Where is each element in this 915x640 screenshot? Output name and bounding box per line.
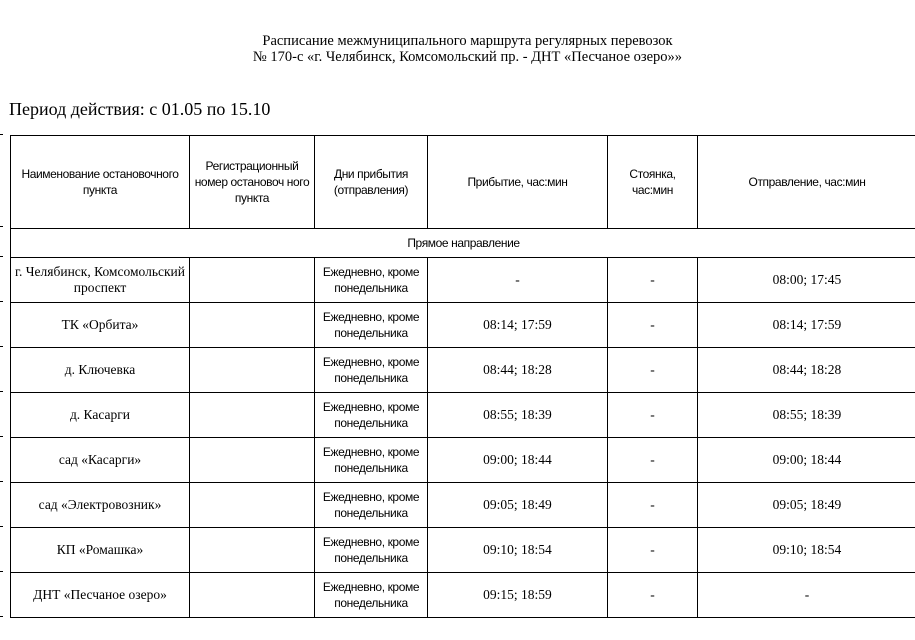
arrival-time: 08:44; 18:28 xyxy=(428,348,608,393)
days: Ежедневно, кроме понедельника xyxy=(315,258,428,303)
table-row xyxy=(11,528,915,573)
departure-time: 08:00; 17:45 xyxy=(698,258,915,303)
table-row xyxy=(11,258,915,303)
days: Ежедневно, кроме понедельника xyxy=(315,438,428,483)
departure-time: 08:44; 18:28 xyxy=(698,348,915,393)
registration-number xyxy=(190,258,315,303)
days: Ежедневно, кроме понедельника xyxy=(315,573,428,618)
days: Ежедневно, кроме понедельника xyxy=(315,348,428,393)
arrival-time: 09:15; 18:59 xyxy=(428,573,608,618)
stop-duration: - xyxy=(608,303,698,348)
days: Ежедневно, кроме понедельника xyxy=(315,393,428,438)
direction-row xyxy=(11,229,915,258)
registration-number xyxy=(190,438,315,483)
departure-time: 09:05; 18:49 xyxy=(698,483,915,528)
validity-period: Период действия: с 01.05 по 15.10 xyxy=(9,99,271,119)
stop-duration: - xyxy=(608,528,698,573)
arrival-time: 09:00; 18:44 xyxy=(428,438,608,483)
stop-name: сад «Электровозник» xyxy=(11,483,190,528)
margin-tick xyxy=(0,226,3,227)
departure-time: 09:10; 18:54 xyxy=(698,528,915,573)
registration-number xyxy=(190,483,315,528)
stop-name: д. Ключевка xyxy=(11,348,190,393)
days: Ежедневно, кроме понедельника xyxy=(315,483,428,528)
stop-duration: - xyxy=(608,258,698,303)
table-row xyxy=(11,573,915,618)
table-row xyxy=(11,438,915,483)
header-days: Дни прибытия (отправления) xyxy=(315,136,428,229)
header-registration-number: Регистрационный номер остановоч ного пункта xyxy=(190,136,315,229)
days: Ежедневно, кроме понедельника xyxy=(315,303,428,348)
registration-number xyxy=(190,348,315,393)
arrival-time: 09:05; 18:49 xyxy=(428,483,608,528)
arrival-time: 08:14; 17:59 xyxy=(428,303,608,348)
margin-tick xyxy=(0,616,3,617)
table-header-row xyxy=(11,136,915,229)
stop-name: д. Касарги xyxy=(11,393,190,438)
header-stop-name: Наименование остановочного пункта xyxy=(11,136,190,229)
document-title-line-2: № 170-с «г. Челябинск, Комсомольский пр. - ДНТ «Песчаное озеро»» xyxy=(252,49,683,65)
departure-time: - xyxy=(698,573,915,618)
departure-time: 08:55; 18:39 xyxy=(698,393,915,438)
registration-number xyxy=(190,573,315,618)
margin-tick xyxy=(0,256,3,257)
schedule-table xyxy=(10,135,915,618)
stop-name: сад «Касарги» xyxy=(11,438,190,483)
margin-tick xyxy=(0,481,3,482)
margin-tick xyxy=(0,571,3,572)
header-arrival: Прибытие, час:мин xyxy=(428,136,608,229)
stop-duration: - xyxy=(608,483,698,528)
stop-duration: - xyxy=(608,438,698,483)
registration-number xyxy=(190,528,315,573)
registration-number xyxy=(190,303,315,348)
arrival-time: - xyxy=(428,258,608,303)
margin-tick xyxy=(0,346,3,347)
margin-tick xyxy=(0,391,3,392)
margin-tick xyxy=(0,526,3,527)
days: Ежедневно, кроме понедельника xyxy=(315,528,428,573)
departure-time: 09:00; 18:44 xyxy=(698,438,915,483)
stop-name: г. Челябинск, Комсомольский проспект xyxy=(11,258,190,303)
registration-number xyxy=(190,393,315,438)
stop-duration: - xyxy=(608,393,698,438)
header-departure: Отправление, час:мин xyxy=(698,136,915,229)
table-row xyxy=(11,393,915,438)
arrival-time: 08:55; 18:39 xyxy=(428,393,608,438)
stop-name: КП «Ромашка» xyxy=(11,528,190,573)
stop-name: ТК «Орбита» xyxy=(11,303,190,348)
margin-tick xyxy=(0,134,3,135)
table-row xyxy=(11,303,915,348)
stop-duration: - xyxy=(608,348,698,393)
margin-tick xyxy=(0,301,3,302)
direction-label: Прямое направление xyxy=(11,229,915,258)
table-row xyxy=(11,483,915,528)
header-stop-duration: Стоянка, час:мин xyxy=(608,136,698,229)
margin-tick xyxy=(0,436,3,437)
stop-duration: - xyxy=(608,573,698,618)
arrival-time: 09:10; 18:54 xyxy=(428,528,608,573)
departure-time: 08:14; 17:59 xyxy=(698,303,915,348)
table-row xyxy=(11,348,915,393)
document-title-line-1: Расписание межмуниципального маршрута регулярных перевозок xyxy=(262,33,673,49)
stop-name: ДНТ «Песчаное озеро» xyxy=(11,573,190,618)
